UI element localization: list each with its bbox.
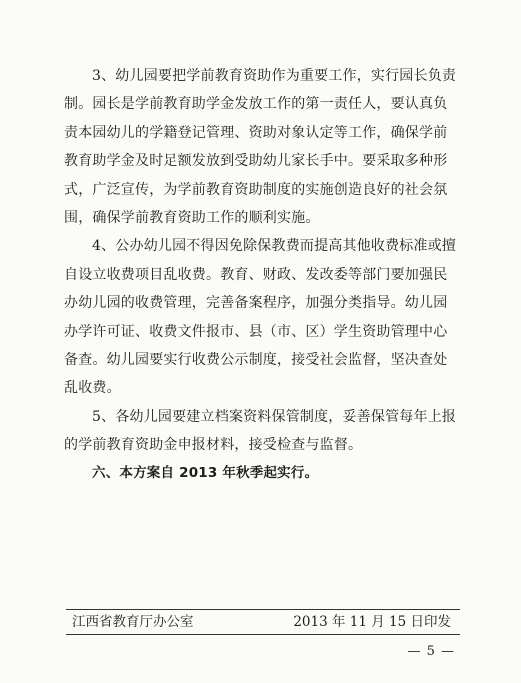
body-text	[64, 62, 464, 488]
issuing-office: 江西省教育厅办公室	[72, 614, 194, 630]
paragraph-4-line-5: 备查。幼儿园要实行收费公示制度，接受社会监督，坚决查处	[64, 351, 448, 368]
paragraph-3-line-2: 制。园长是学前教育助学金发放工作的第一责任人，要认真负	[64, 96, 448, 113]
paragraph-3-line-1: 3、幼儿园要把学前教育资助作为重要工作，实行园长负责	[92, 68, 457, 84]
paragraph-5-line-1: 5、各幼儿园要建立档案资料保管制度，妥善保管每年上报	[92, 408, 457, 425]
paragraph-3-line-3: 责本园幼儿的学籍登记管理、资助对象认定等工作，确保学前	[64, 124, 448, 141]
paragraph-4-line-2: 自设立收费项目乱收费。教育、财政、发改委等部门要加强民	[64, 266, 448, 283]
page-number: — 5 —	[407, 644, 455, 659]
paragraph-4-line-6: 乱收费。	[64, 380, 121, 397]
footer-bottom-rule	[66, 634, 460, 635]
print-date: 2013 年 11 月 15 日印发	[293, 614, 451, 630]
paragraph-5-line-2: 的学前教育资助金申报材料，接受检查与监督。	[64, 437, 363, 454]
section-6-heading: 六、本方案自 2013 年秋季起实行。	[92, 465, 319, 482]
paragraph-4-line-3: 办幼儿园的收费管理，完善备案程序，加强分类指导。幼儿园	[64, 295, 448, 312]
paragraph-3-line-5: 式，广泛宣传，为学前教育资助制度的实施创造良好的社会氛	[64, 181, 448, 198]
paragraph-3-line-4: 教育助学金及时足额发放到受助幼儿家长手中。要采取多种形	[64, 153, 448, 170]
paragraph-3-line-6: 围，确保学前教育资助工作的顺利实施。	[64, 209, 320, 226]
paragraph-4-line-4: 办学许可证、收费文件报市、县（市、区）学生资助管理中心	[64, 323, 448, 340]
paragraph-4-line-1: 4、公办幼儿园不得因免除保教费而提高其他收费标准或擅	[92, 238, 457, 255]
footer-top-rule	[66, 609, 460, 610]
